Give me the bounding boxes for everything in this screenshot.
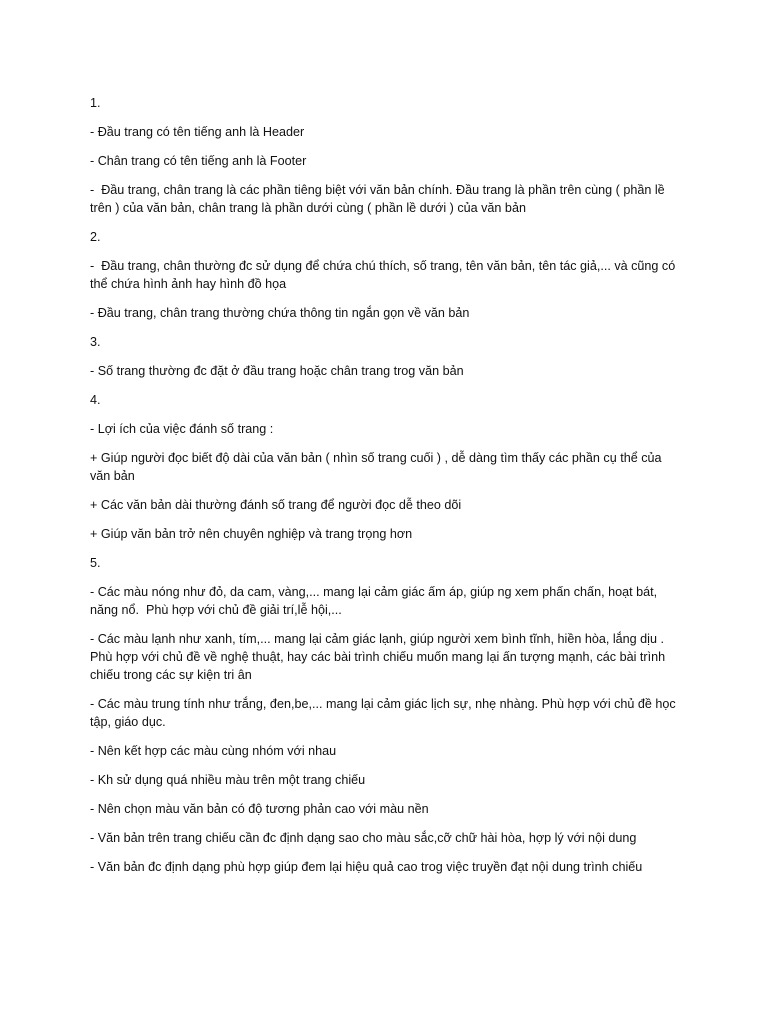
paragraph-page-number-benefits: - Lợi ích của việc đánh số trang : (90, 422, 274, 436)
paragraph-benefit-professional: + Giúp văn bản trở nên chuyên nghiệp và trang trọng hơn (90, 527, 413, 541)
paragraph-avoid-many-colors: - Kh sử dụng quá nhiều màu trên một trang chiếu (90, 773, 366, 787)
paragraph-neutral-colors: - Các màu trung tính như trắng, đen,be,... mang lại cảm giác lịch sự, nhẹ nhàng. Phù hợp với chủ đề học tập, giáo dục. (90, 697, 680, 729)
section-number-2: 2. (90, 230, 101, 244)
section-number-4: 4. (90, 393, 101, 407)
paragraph-contrast: - Nên chọn màu văn bản có độ tương phản cao với màu nền (90, 802, 429, 816)
section-number-5: 5. (90, 556, 101, 570)
paragraph-footer-definition: - Chân trang có tên tiếng anh là Footer (90, 154, 307, 168)
paragraph-benefit-follow: + Các văn bản dài thường đánh số trang để người đọc dễ theo dõi (90, 498, 462, 512)
paragraph-cool-colors: - Các màu lạnh như xanh, tím,... mang lại cảm giác lạnh, giúp người xem bình tĩnh, hiền hòa, lắng dịu . Phù hợp với chủ đề về nghệ thuật, hay các bài trình chiếu muốn mang lại ấn tượng mạnh, các bài trình chiếu trong các sự kiện tri ân (90, 632, 669, 682)
section-number-3: 3. (90, 335, 101, 349)
paragraph-header-definition: - Đầu trang có tên tiếng anh là Header (90, 125, 305, 139)
paragraph-benefit-length: + Giúp người đọc biết độ dài của văn bản ( nhìn số trang cuối ) , dễ dàng tìm thấy các phần cụ thể của văn bản (90, 451, 666, 483)
paragraph-header-footer-content: - Đầu trang, chân trang thường chứa thông tin ngắn gọn về văn bản (90, 306, 470, 320)
paragraph-formatting-effect: - Văn bản đc định dạng phù hợp giúp đem lại hiệu quả cao trog việc truyền đạt nội dung trình chiếu (90, 860, 643, 874)
paragraph-warm-colors: - Các màu nóng như đỏ, da cam, vàng,... mang lại cảm giác ấm áp, giúp ng xem phấn chấn, hoạt bát, năng nổ. Phù hợp với chủ đề giải trí,lễ hội,... (90, 585, 661, 617)
paragraph-combine-colors: - Nên kết hợp các màu cùng nhóm với nhau (90, 744, 337, 758)
document-body (90, 94, 680, 887)
paragraph-text-formatting: - Văn bản trên trang chiếu cần đc định dạng sao cho màu sắc,cỡ chữ hài hòa, hợp lý với nội dung (90, 831, 637, 845)
paragraph-header-footer-explanation: - Đầu trang, chân trang là các phần tiêng biệt với văn bản chính. Đầu trang là phần trên cùng ( phần lề trên ) của văn bản, chân trang là phần dưới cùng ( phần lề dưới ) của văn bản (90, 183, 669, 215)
section-number-1: 1. (90, 96, 101, 110)
paragraph-header-footer-usage: - Đầu trang, chân thường đc sử dụng để chứa chú thích, số trang, tên văn bản, tên tác giả,... và cũng có thể chứa hình ảnh hay hình đồ họa (90, 259, 679, 291)
paragraph-page-number-position: - Số trang thường đc đặt ở đầu trang hoặc chân trang trog văn bản (90, 364, 464, 378)
